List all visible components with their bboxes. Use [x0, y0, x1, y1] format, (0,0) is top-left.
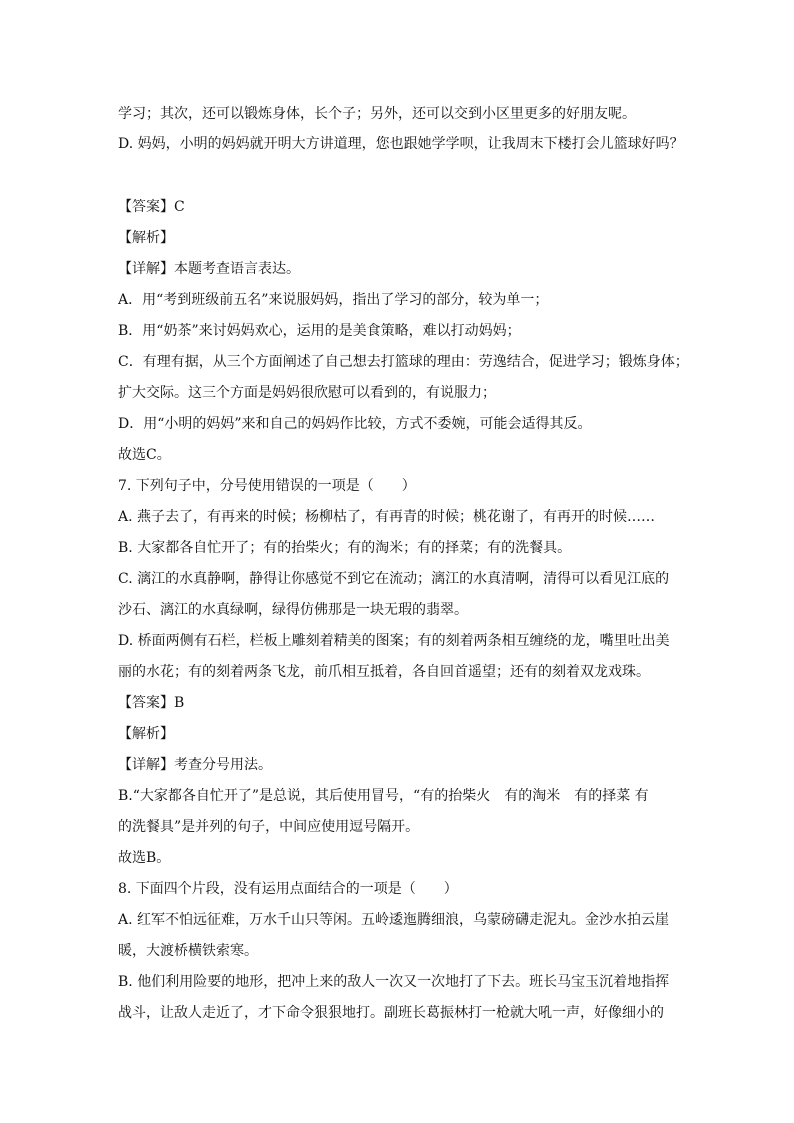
text-line: 的洗餐具”是并列的句子，中间应使用逗号隔开。 [118, 819, 420, 835]
answer-label: 【答案】C [118, 199, 185, 215]
text-line: D. 妈妈，小明的妈妈就开明大方讲道理，您也跟她学学呗，让我周末下楼打会儿篮球好吗？ [118, 136, 684, 152]
option-a: A. 燕子去了，有再来的时候；杨柳枯了，有再青的时候；桃花谢了，有再开的时候…… [118, 509, 656, 525]
analysis-label: 【解析】 [118, 726, 174, 742]
question-7: 7. 下列句子中，分号使用错误的一项是（ ） [118, 478, 416, 494]
text-line: 扩大交际。这三个方面是妈妈很欣慰可以看到的，有说服力； [118, 385, 496, 401]
text-line: A．用“考到班级前五名”来说服妈妈，指出了学习的部分，较为单一； [118, 292, 549, 308]
option-c: C. 漓江的水真静啊，静得让你感觉不到它在流动；漓江的水真清啊，清得可以看见江底的 [118, 571, 670, 587]
text-line: C．有理有据，从三个方面阐述了自己想去打篮球的理由：劳逸结合，促进学习；锻炼身体； [118, 354, 689, 370]
option-b: B. 大家都各自忙开了；有的抬柴火；有的淘米；有的择菜；有的洗餐具。 [118, 540, 572, 556]
text-line: 故选C。 [118, 447, 171, 463]
detail-label: 【详解】考查分号用法。 [118, 757, 272, 773]
analysis-label: 【解析】 [118, 230, 174, 246]
text-line: 沙石、漓江的水真绿啊，绿得仿佛那是一块无瑕的翡翠。 [118, 602, 468, 618]
text-line: B．用“奶茶”来讨妈妈欢心，运用的是美食策略，难以打动妈妈； [118, 323, 521, 339]
text-line: D．用“小明的妈妈”来和自己的妈妈作比较，方式不委婉，可能会适得其反。 [118, 416, 592, 432]
text-line: 暖，大渡桥横铁索寒。 [118, 943, 258, 959]
text-line: 丽的水花；有的刻着两条飞龙，前爪相互抵着，各自回首遥望；还有的刻着双龙戏珠。 [118, 664, 650, 680]
option-b: B. 他们利用险要的地形，把冲上来的敌人一次又一次地打了下去。班长马宝玉沉着地指挥 [118, 974, 670, 990]
question-8: 8. 下面四个片段，没有运用点面结合的一项是（ ） [118, 881, 458, 897]
text-line: 故选B。 [118, 850, 171, 866]
option-d: D. 桥面两侧有石栏，栏板上雕刻着精美的图案；有的刻着两条相互缠绕的龙，嘴里吐出美 [118, 633, 670, 649]
detail-label: 【详解】本题考查语言表达。 [118, 261, 300, 277]
answer-label: 【答案】B [118, 695, 185, 711]
option-a: A. 红军不怕远征难，万水千山只等闲。五岭逶迤腾细浪，乌蒙磅礴走泥丸。金沙水拍云崖 [118, 912, 670, 928]
text-line: 学习；其次，还可以锻炼身体，长个子；另外，还可以交到小区里更多的好朋友呢。 [118, 106, 636, 122]
text-line: 战斗，让敌人走近了，才下命令狠狠地打。副班长葛振林打一枪就大吼一声，好像细小的 [118, 1005, 664, 1021]
text-line: B.“大家都各自忙开了”是总说，其后使用冒号，“有的抬柴火 有的淘米 有的择菜 有 [118, 788, 649, 804]
